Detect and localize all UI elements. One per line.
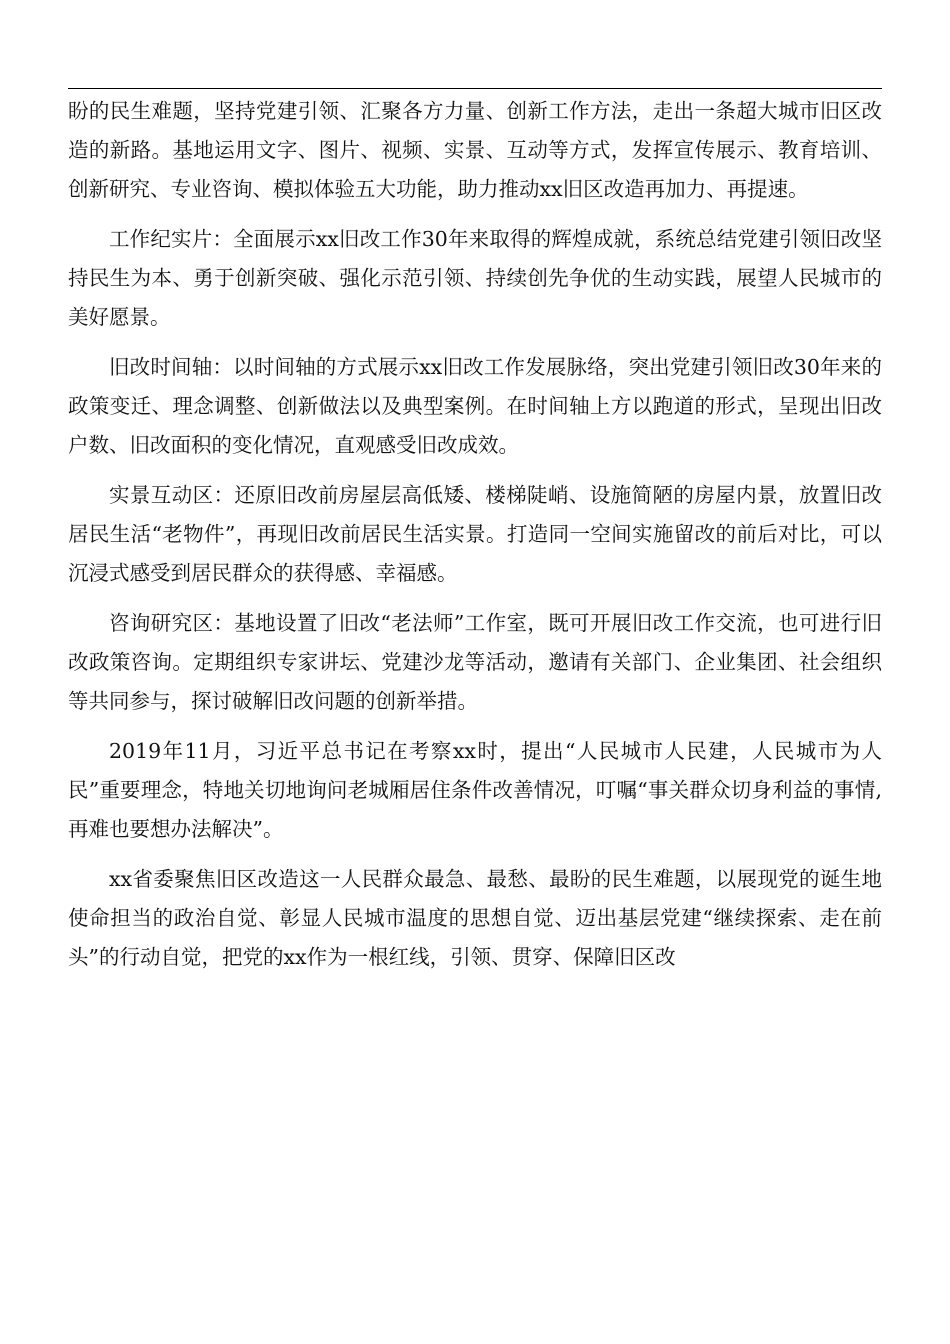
paragraph-consulting-zone: 咨询研究区：基地设置了旧改“老法师”工作室，既可开展旧改工作交流，也可进行旧改政策咨询。定期组织专家讲坛、党建沙龙等活动，邀请有关部门、企业集团、社会组织等共同参与，探讨破解旧改问题的创新举措。: [68, 611, 882, 713]
paragraph-documentary: 工作纪实片：全面展示xx旧改工作30年来取得的辉煌成就，系统总结党建引领旧改坚持民生为本、勇于创新突破、强化示范引领、持续创先争优的生动实践，展望人民城市的美好愿景。: [68, 227, 882, 329]
document-body: [68, 92, 882, 988]
paragraph-provincial-committee: xx省委聚焦旧区改造这一人民群众最急、最愁、最盼的民生难题，以展现党的诞生地使命担当的政治自觉、彰显人民城市温度的思想自觉、迈出基层党建“继续探索、走在前头”的行动自觉，把党的xx作为一根红线，引领、贯穿、保障旧区改: [68, 867, 882, 969]
paragraph-timeline: 旧改时间轴：以时间轴的方式展示xx旧改工作发展脉络，突出党建引领旧改30年来的政策变迁、理念调整、创新做法以及典型案例。在时间轴上方以跑道的形式，呈现出旧改户数、旧改面积的变化情况，直观感受旧改成效。: [68, 355, 882, 457]
paragraph-continued: 盼的民生难题，坚持党建引领、汇聚各方力量、创新工作方法，走出一条超大城市旧区改造的新路。基地运用文字、图片、视频、实景、互动等方式，发挥宣传展示、教育培训、创新研究、专业咨询、模拟体验五大功能，助力推动xx旧区改造再加力、再提速。: [68, 99, 882, 201]
paragraph-interactive-zone: 实景互动区：还原旧改前房屋层高低矮、楼梯陡峭、设施简陋的房屋内景，放置旧改居民生活“老物件”，再现旧改前居民生活实景。打造同一空间实施留改的前后对比，可以沉浸式感受到居民群众的获得感、幸福感。: [68, 483, 882, 585]
paragraph-2019-visit: 2019年11月，习近平总书记在考察xx时，提出“人民城市人民建，人民城市为人民”重要理念，特地关切地询问老城厢居住条件改善情况，叮嘱“事关群众切身利益的事情,再难也要想办法解决”。: [68, 739, 882, 841]
header-rule: [68, 88, 882, 89]
